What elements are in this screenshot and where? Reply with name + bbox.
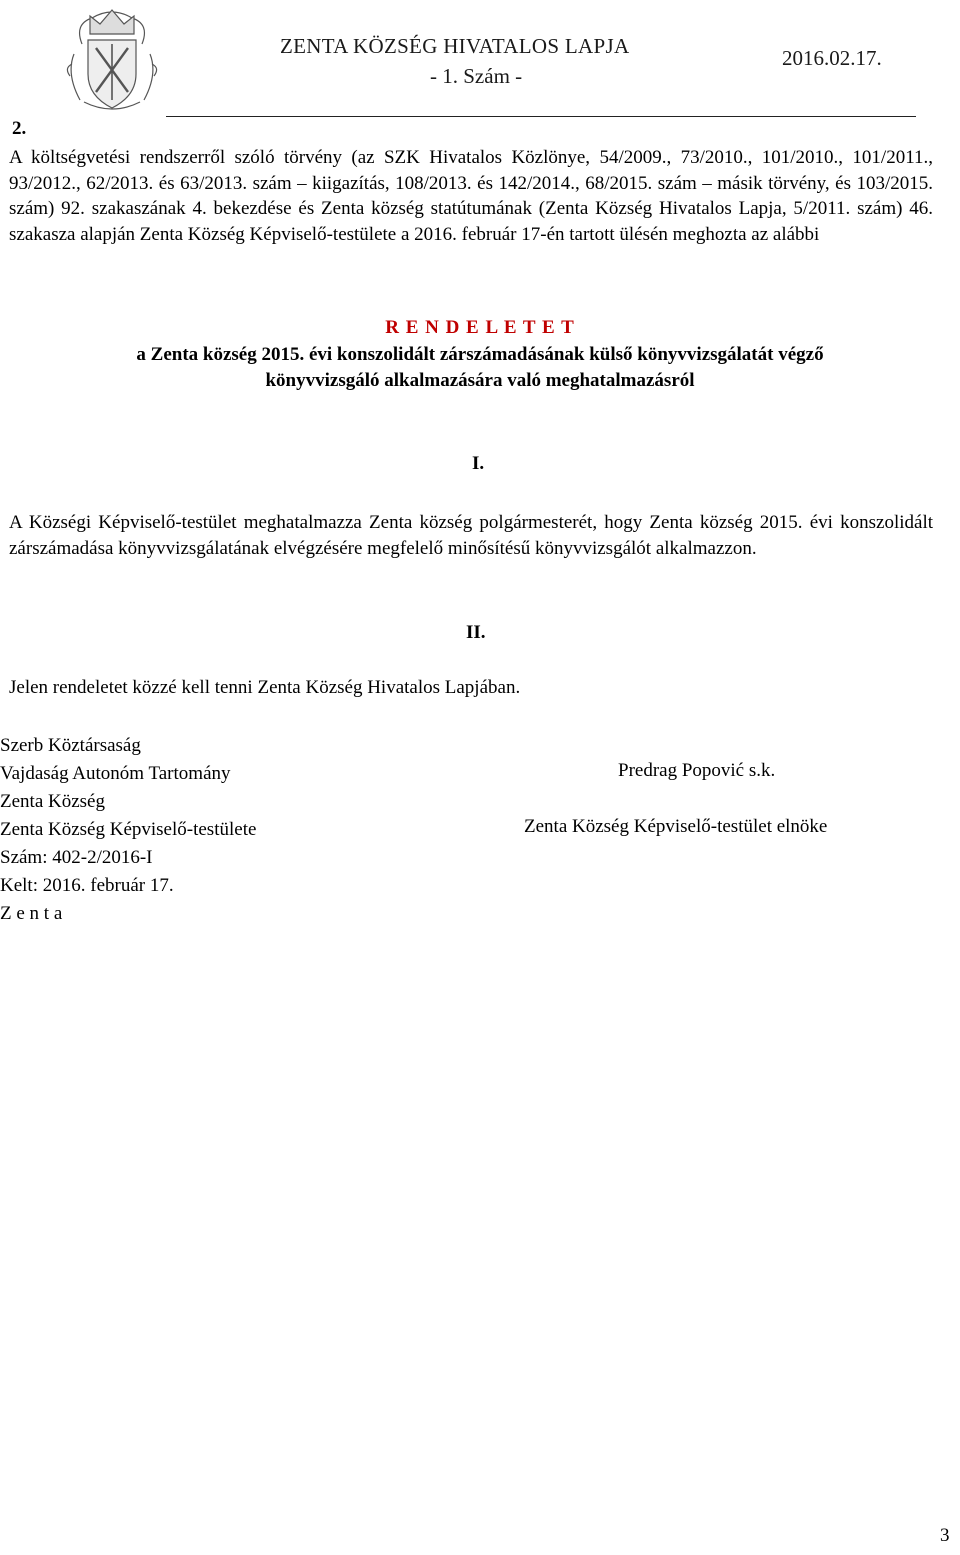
issue-date: 2016.02.17. [782,46,882,70]
article-2-number: II. [466,622,486,643]
decree-subject [0,342,960,393]
article-2-text: Jelen rendeletet közzé kell tenni Zenta Község Hivatalos Lapjában. [9,677,521,698]
article-1-number: I. [472,453,485,474]
issuer-line: Kelt: 2016. február 17. [0,875,174,896]
issuer-line: Z e n t a [0,903,63,924]
issuer-line: Szám: 402-2/2016-I [0,847,153,868]
coat-of-arms-icon [62,4,162,114]
decree-subject-line: könyvvizsgáló alkalmazására való meghatalmazásról [265,369,695,391]
issuer-line: Vajdaság Autonóm Tartomány [0,763,231,784]
issue-number: - 1. Szám - [430,64,523,88]
section-number: 2. [12,118,27,139]
header-divider [166,116,916,117]
page-number: 3 [940,1525,950,1546]
decree-heading: R E N D E L E T E T [385,317,575,338]
journal-title: ZENTA KÖZSÉG HIVATALOS LAPJA [280,34,630,58]
intro-paragraph: A költségvetési rendszerről szóló törvény (az SZK Hivatalos Közlönye, 54/2009., 73/2010., 101/2010., 101/2011., 93/2012., 62/2013. és 63/2013. szám – kiigazítás, 108/2013. és 142/2014., 68/2015. szám – másik törvény, és 103/2015. szám) 92. szakaszának 4. bekezdése és Zenta község statútumának (Zenta Község Hivatalos Lapja, 5/2011. szám) 46. szakasza alapján Zenta Község Képviselő-testülete a 2016. február 17-én tartott ülésén meghozta az alábbi [9,147,933,245]
issuer-line: Zenta Község Képviselő-testülete [0,819,257,840]
issuer-line: Szerb Köztársaság [0,735,141,756]
issuer-line: Zenta Község [0,791,105,812]
signatory-title: Zenta Község Képviselő-testület elnöke [524,816,828,837]
issuer-block [0,732,256,928]
signatory-name: Predrag Popović s.k. [618,760,776,781]
article-1-text: A Községi Képviselő-testület meghatalmazza Zenta község polgármesterét, hogy Zenta község 2015. évi konszolidált zárszámadása könyvvizsgálatának elvégzésére megfelelő minősítésű könyvvizsgálót alkalmazzon. [9,512,933,559]
decree-subject-line: a Zenta község 2015. évi konszolidált zárszámadásának külső könyvvizsgálatát végző [136,344,824,365]
